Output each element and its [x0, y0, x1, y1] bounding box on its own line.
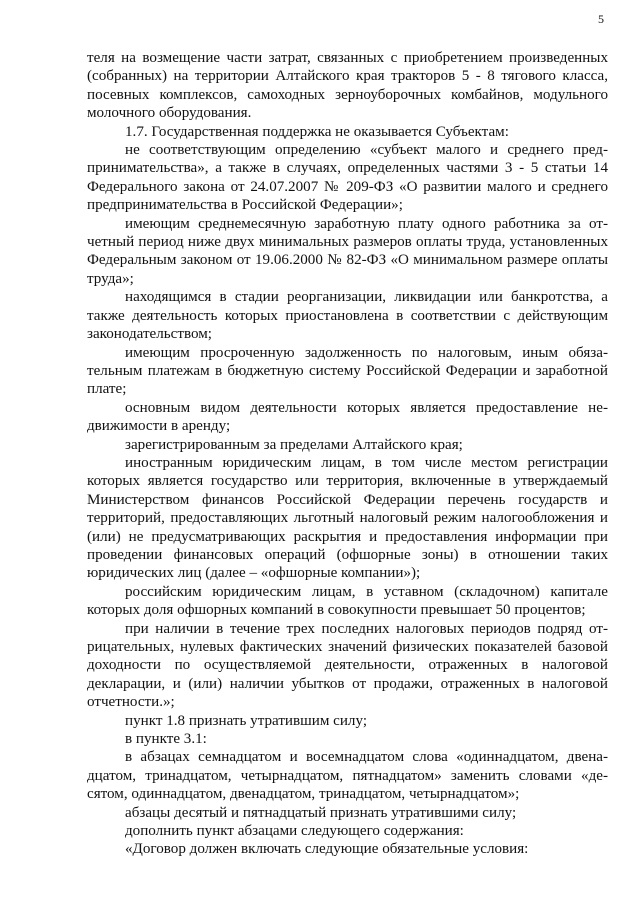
paragraph: иностранным юридическим лицам, в том числе местом регистрации которых является государство или территория, включенные в утверждаемый Министерством финансов Российской Федерации перечень государств и территорий, предоставляющих льготный налоговый режим налогообложения и (или) не предусматривающих раскрытия и предоставления информации при проведении финансовых операций (офшорные зоны) в отношении таких юридических лиц (далее – «офшорные компании»); — [87, 454, 608, 582]
paragraph: теля на возмещение части затрат, связанных с приобретением произведенных (собранных) на территории Алтайского края тракторов 5 - 8 тягового класса, посевных комплексов, самоходных зерноуборочных комбайнов, модульного молочного оборудования. — [87, 50, 608, 122]
paragraph: основным видом деятельности которых является предоставление недвижимости в аренду; — [87, 399, 608, 435]
paragraph: зарегистрированным за пределами Алтайского края; — [125, 436, 463, 453]
paragraph: при наличии в течение трех последних налоговых периодов подряд отрицательных, нулевых фактических значений физических показателей базовой доходности по осуществляемой деятельности, отраженных в налоговой декларации, и (или) наличии убытков от продажи, отраженных в налоговой отчетности.»; — [87, 620, 608, 711]
paragraph: российским юридическим лицам, в уставном (складочном) капитале которых доля офшорных компаний в совокупности превышает 50 процентов; — [87, 583, 608, 619]
page-number: 5 — [598, 12, 604, 26]
paragraph: в пункте 3.1: — [125, 731, 207, 748]
paragraph: в абзацах семнадцатом и восемнадцатом слова «одиннадцатом, двенадцатом, тринадцатом, четырнадцатом, пятнадцатом» заменить словами «десятом, одиннадцатом, двенадцатом, тринадцатом, четырнадцатом»; — [87, 749, 608, 803]
paragraph: не соответствующим определению «субъект малого и среднего предпринимательства», а также в случаях, определенных частями 3 - 5 статьи 14 Федерального закона от 24.07.2007 № 209-ФЗ «О развитии малого и среднего предпринимательства в Российской Федерации»; — [87, 142, 608, 214]
paragraph: дополнить пункт абзацами следующего содержания: — [125, 823, 464, 840]
paragraph: «Договор должен включать следующие обязательные условия: — [125, 841, 529, 858]
paragraph: пункт 1.8 признать утратившим силу; — [125, 712, 368, 729]
paragraph: имеющим среднемесячную заработную плату одного работника за отчетный период ниже двух минимальных размеров оплаты труда, установленных Федеральным законом от 19.06.2000 № 82-ФЗ «О минимальном размере оплаты труда»; — [87, 215, 608, 287]
paragraph: имеющим просроченную задолженность по налоговым, иным обязательным платежам в бюджетную систему Российской Федерации и заработной плате; — [87, 344, 608, 398]
paragraph: находящимся в стадии реорганизации, ликвидации или банкротства, а также деятельность которых приостановлена в соответствии с действующим законодательством; — [87, 289, 608, 343]
paragraph: абзацы десятый и пятнадцатый признать утратившими силу; — [125, 804, 517, 821]
paragraph: 1.7. Государственная поддержка не оказывается Субъектам: — [125, 123, 509, 140]
document-body — [87, 49, 608, 859]
